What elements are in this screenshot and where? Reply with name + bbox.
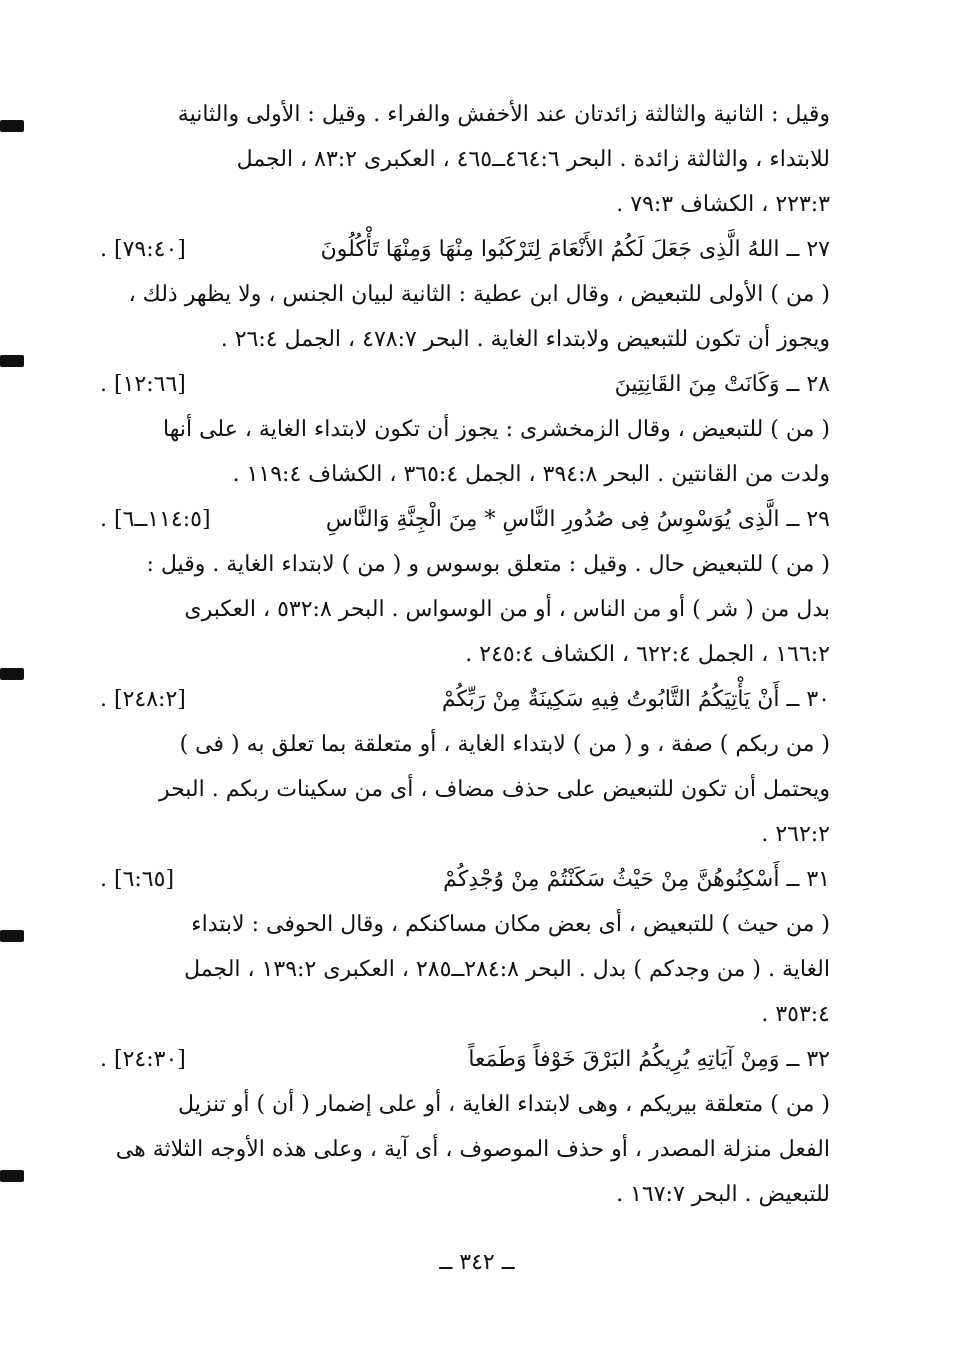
text-line: وقيل : الثانية والثالثة زائدتان عند الأخفش والفراء . وقيل : الأولى والثانية [177, 102, 830, 127]
commentary-line: الغاية . ( من وجدكم ) بدل . البحر ٢٨٤:٨ــ٢٨٥ ، العكبرى ١٣٩:٢ ، الجمل [184, 957, 830, 982]
verse-line [100, 1037, 830, 1082]
verse-reference: [٢٤٨:٢] . [100, 687, 186, 712]
text-line: ٢٢٣:٣ ، الكشاف ٧٩:٣ . [616, 192, 830, 217]
page-body [100, 92, 830, 1217]
commentary-line: ويحتمل أن تكون للتبعيض على حذف مضاف ، أى من سكينات ربكم . البحر [158, 777, 830, 802]
commentary-line: ٢٦٢:٢ . [761, 822, 830, 847]
commentary-line: ويجوز أن تكون للتبعيض ولابتداء الغاية . البحر ٤٧٨:٧ ، الجمل ٢٦:٤ . [220, 327, 830, 352]
binding-mark [0, 668, 24, 680]
binding-mark [0, 930, 24, 942]
verse-line [100, 497, 830, 542]
verse-line [100, 677, 830, 722]
commentary-line: ١٦٦:٢ ، الجمل ٦٢٢:٤ ، الكشاف ٢٤٥:٤ . [465, 642, 830, 667]
commentary-line: ( من ربكم ) صفة ، و ( من ) لابتداء الغاية ، أو متعلقة بما تعلق به ( فى ) [179, 732, 830, 757]
binding-mark [0, 1170, 24, 1182]
verse-reference: [٧٩:٤٠] . [100, 237, 186, 262]
commentary-line: ( من حيث ) للتبعيض ، أى بعض مكان مساكنكم ، وقال الحوفى : لابتداء [191, 912, 830, 937]
verse-line [100, 362, 830, 407]
binding-mark [0, 120, 24, 132]
verse-reference: [١٢:٦٦] . [100, 372, 186, 397]
verse-text: ٢٧ ــ اللهُ الَّذِى جَعَلَ لَكُمُ الأَنْعَامَ لِتَرْكَبُوا مِنْهَا وَمِنْهَا تَأْكُلُونَ [320, 237, 830, 262]
verse-text: ٢٩ ــ الَّذِى يُوَسْوِسُ فِى صُدُورِ النَّاسِ * مِنَ الْجِنَّةِ وَالنَّاسِ [325, 507, 830, 532]
commentary-line: ٣٥٣:٤ . [761, 1002, 830, 1027]
commentary-line: ( من ) متعلقة بيريكم ، وهى لابتداء الغاية ، أو على إضمار ( أن ) أو تنزيل [178, 1092, 830, 1117]
commentary-line: ( من ) للتبعيض حال . وقيل : متعلق بوسوس و ( من ) لابتداء الغاية . وقيل : [146, 552, 830, 577]
page-number: ــ ٣٤٢ ــ [439, 1250, 515, 1275]
commentary-line: الفعل منزلة المصدر ، أو حذف الموصوف ، أى آية ، وعلى هذه الأوجه الثلاثة هى [115, 1137, 830, 1162]
commentary-line: للتبعيض . البحر ١٦٧:٧ . [616, 1182, 830, 1207]
verse-reference: [٢٤:٣٠] . [100, 1047, 186, 1072]
verse-reference: [٦:٦٥] . [100, 867, 175, 892]
verse-line [100, 227, 830, 272]
verse-line [100, 857, 830, 902]
commentary-line: ( من ) للتبعيض ، وقال الزمخشرى : يجوز أن تكون لابتداء الغاية ، على أنها [163, 417, 830, 442]
verse-reference: [١١٤:٥ــ٦] . [100, 507, 211, 532]
verse-text: ٣٠ ــ أَنْ يَأْتِيَكُمُ التَّابُوتُ فِيهِ سَكِينَةٌ مِنْ رَبِّكُمْ [441, 687, 830, 712]
commentary-line: ولدت من القانتين . البحر ٣٩٤:٨ ، الجمل ٣٦٥:٤ ، الكشاف ١١٩:٤ . [232, 462, 830, 487]
binding-mark [0, 355, 24, 367]
verse-text: ٢٨ ــ وَكَانَتْ مِنَ القَانِتِينَ [614, 372, 830, 397]
verse-text: ٣٢ ــ وَمِنْ آيَاتِهِ يُرِيكُمُ البَرْقَ خَوْفاً وَطَمَعاً [468, 1047, 830, 1072]
text-line: للابتداء ، والثالثة زائدة . البحر ٤٦٤:٦ــ٤٦٥ ، العكبرى ٨٣:٢ ، الجمل [236, 147, 830, 172]
commentary-line: بدل من ( شر ) أو من الناس ، أو من الوسواس . البحر ٥٣٢:٨ ، العكبرى [184, 597, 830, 622]
verse-text: ٣١ ــ أَسْكِنُوهُنَّ مِنْ حَيْثُ سَكَنْتُمْ مِنْ وُجْدِكُمْ [443, 867, 830, 892]
commentary-line: ( من ) الأولى للتبعيض ، وقال ابن عطية : الثانية لبيان الجنس ، ولا يظهر ذلك ، [128, 282, 830, 307]
